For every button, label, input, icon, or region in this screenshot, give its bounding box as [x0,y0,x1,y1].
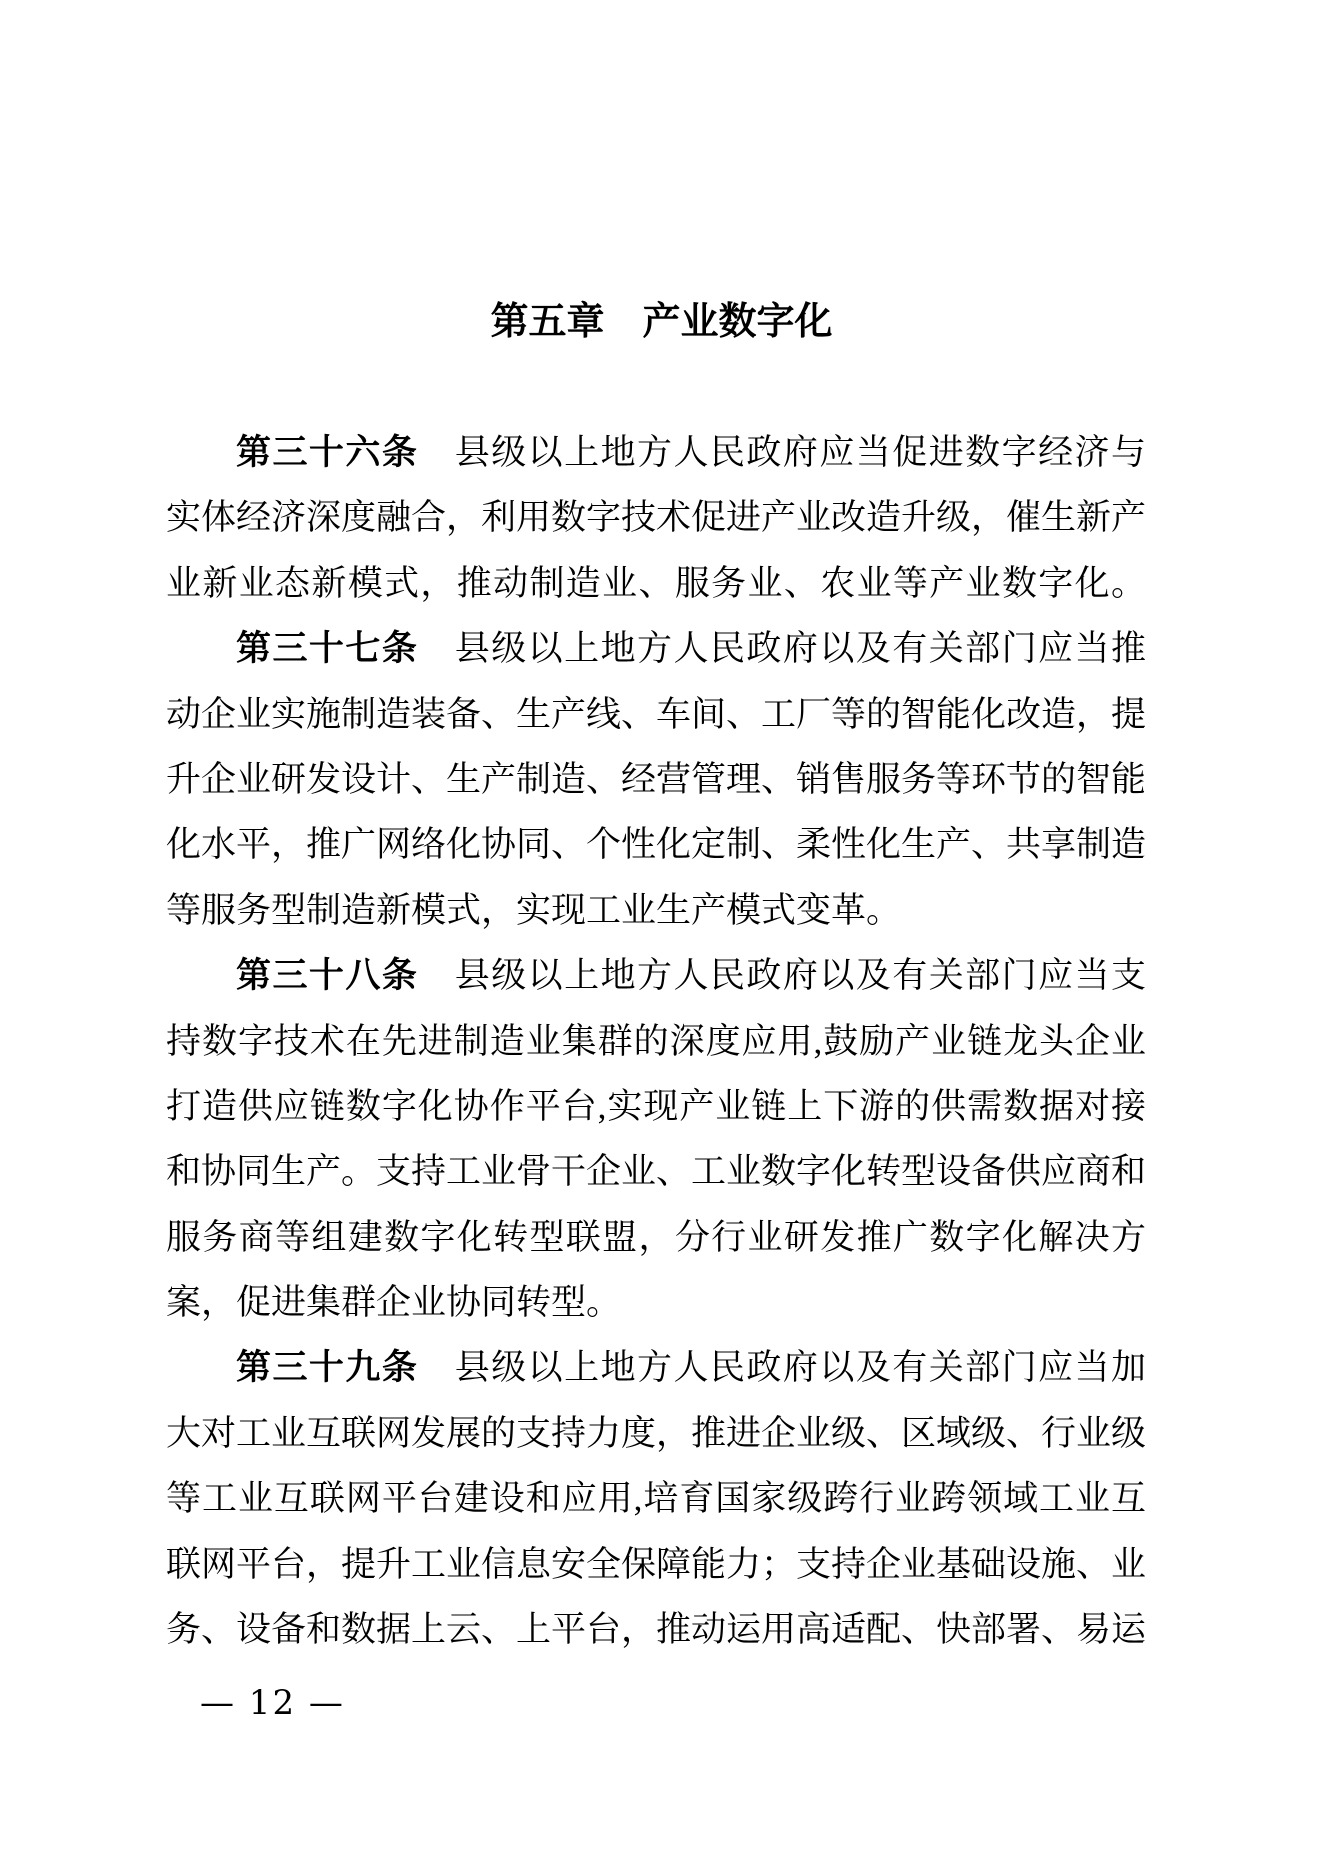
article-39-line-2: 大对工业互联网发展的支持力度，推进企业级、区域级、行业级 [166,1413,1146,1453]
article-37-lead-text: 县级以上地方人民政府以及有关部门应当推 [418,629,1146,669]
article-38-line-6: 案，促进集群企业协同转型。 [166,1283,622,1323]
article-37-line-4: 化水平，推广网络化协同、个性化定制、柔性化生产、共享制造 [166,825,1146,865]
article-37-line-3: 升企业研发设计、生产制造、经营管理、销售服务等环节的智能 [166,759,1146,799]
article-39-line-4: 联网平台，提升工业信息安全保障能力；支持企业基础设施、业 [166,1544,1146,1584]
article-37-line-5: 等服务型制造新模式，实现工业生产模式变革。 [166,890,902,930]
article-36-line-2: 实体经济深度融合，利用数字技术促进产业改造升级，催生新产 [166,498,1146,538]
article-38-line-4: 和协同生产。支持工业骨干企业、工业数字化转型设备供应商和 [166,1152,1146,1192]
article-38-lead-text: 县级以上地方人民政府以及有关部门应当支 [418,956,1146,996]
article-38 [166,943,1146,1335]
article-38-line-1 [166,943,1146,1008]
article-38-number: 第三十八条 [236,956,419,996]
article-39-number: 第三十九条 [236,1348,419,1388]
article-39-line-3: 等工业互联网平台建设和应用,培育国家级跨行业跨领域工业互 [166,1479,1146,1519]
article-37-number: 第三十七条 [236,629,419,669]
article-36-number: 第三十六条 [236,433,419,472]
article-37-line-1 [166,616,1146,681]
page-number: — 12 — [200,1683,345,1723]
chapter-title: 第五章 产业数字化 [490,301,833,343]
article-36-line-1 [166,420,1146,485]
document-body [166,420,1146,1662]
article-37-line-2: 动企业实施制造装备、生产线、车间、工厂等的智能化改造，提 [166,694,1146,734]
article-38-line-2: 持数字技术在先进制造业集群的深度应用,鼓励产业链龙头企业 [166,1021,1146,1061]
article-39-line-1 [166,1335,1146,1400]
article-36-line-3: 业新业态新模式，推动制造业、服务业、农业等产业数字化。 [166,563,1146,603]
article-39-lead-text: 县级以上地方人民政府以及有关部门应当加 [418,1348,1146,1388]
article-39 [166,1335,1146,1662]
article-38-line-3: 打造供应链数字化协作平台,实现产业链上下游的供需数据对接 [166,1086,1146,1126]
article-36 [166,420,1146,616]
article-38-line-5: 服务商等组建数字化转型联盟，分行业研发推广数字化解决方 [166,1217,1146,1257]
article-39-line-5: 务、设备和数据上云、上平台，推动运用高适配、快部署、易运 [166,1610,1146,1650]
article-37 [166,616,1146,943]
article-36-lead-text: 县级以上地方人民政府应当促进数字经济与 [418,433,1146,472]
